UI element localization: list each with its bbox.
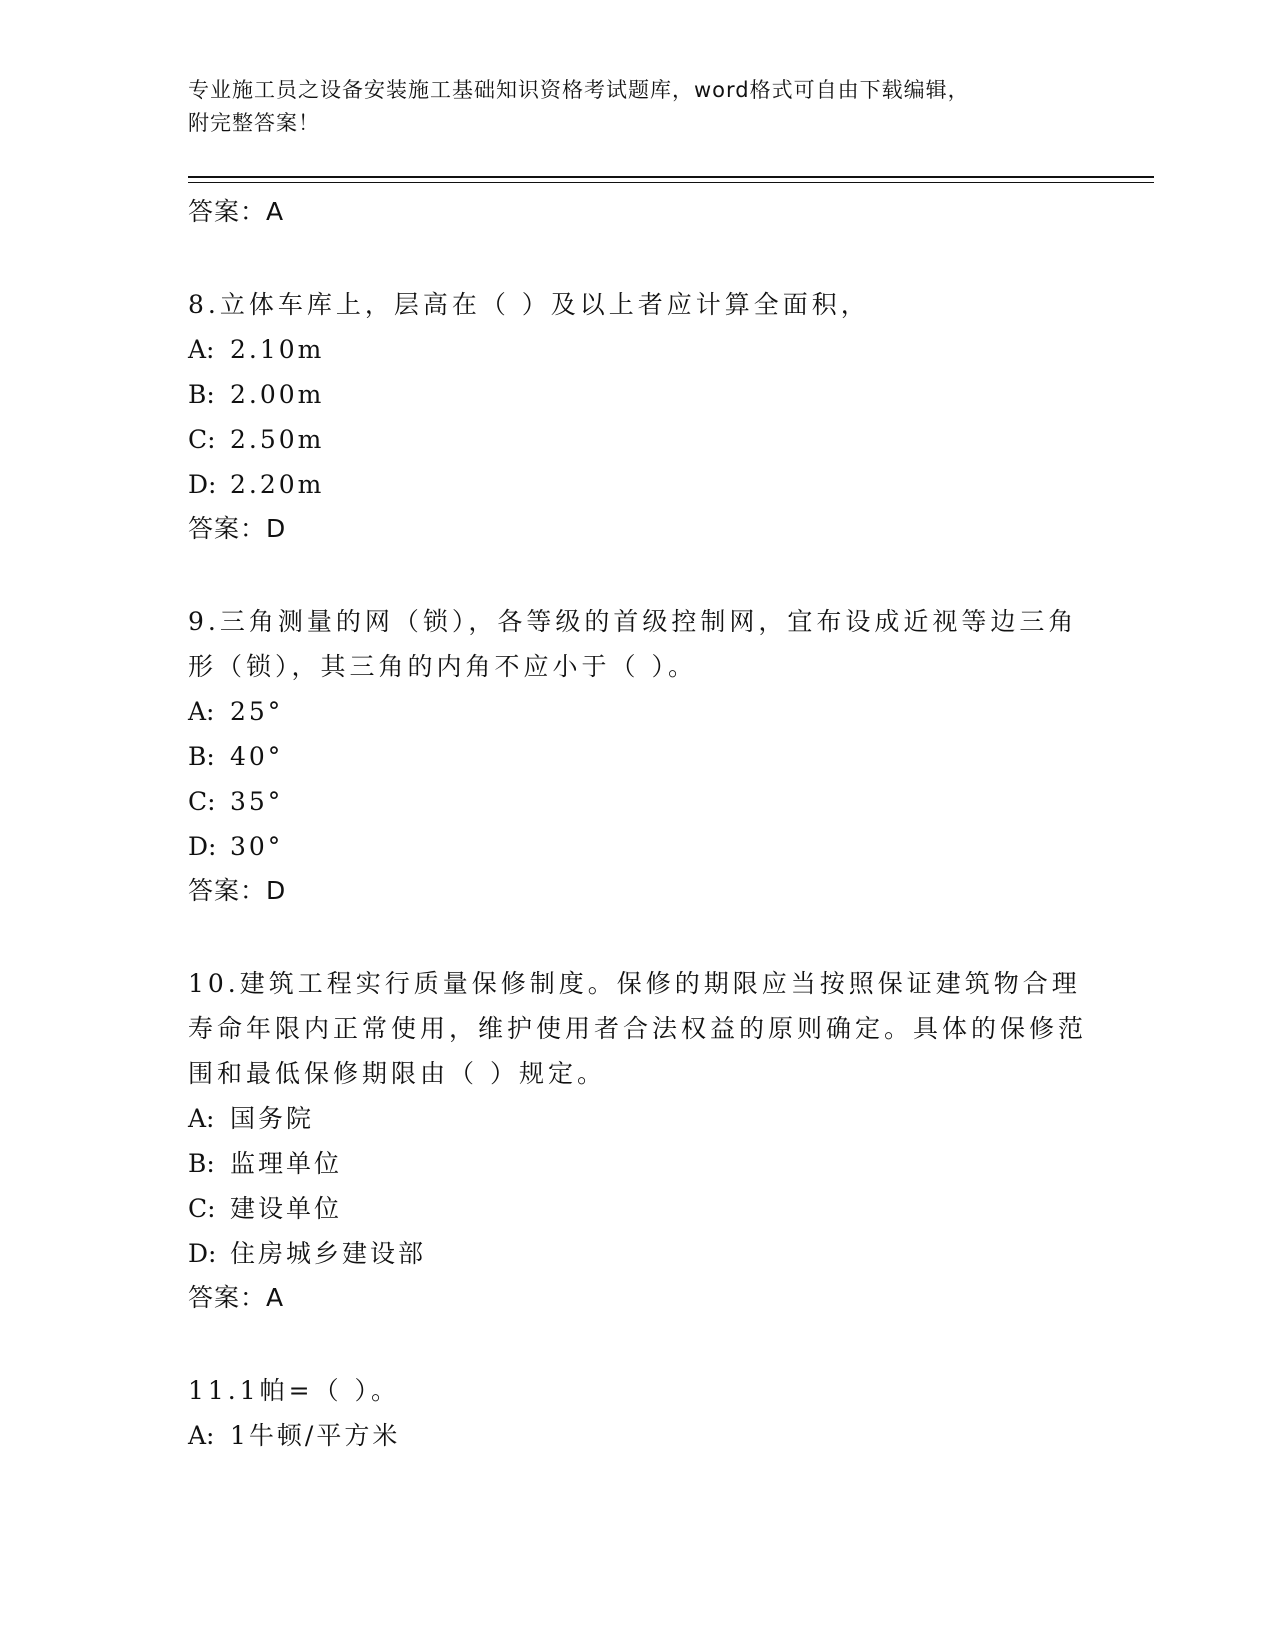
option-key: B: [188,742,215,771]
option-text: 1牛顿/平方米 [230,1421,401,1450]
option-a [188,1413,1088,1458]
option-key: D: [188,470,217,499]
answer-line: 答案：A [188,197,285,226]
option-d [188,824,1088,869]
option-a [188,1096,1088,1141]
option-text: 住房城乡建设部 [230,1239,427,1268]
option-key: A: [188,1421,215,1450]
option-a [188,327,1088,372]
option-key: A: [188,1104,215,1133]
document-header [188,74,1078,140]
option-c [188,779,1088,824]
option-key: B: [188,1149,215,1178]
header-line-2: 附完整答案！ [188,111,320,135]
question-list [188,190,1088,1458]
answer-line: 答案：D [188,876,287,905]
option-c [188,417,1088,462]
option-text: 国务院 [230,1104,315,1133]
option-text: 25° [230,697,284,726]
header-rule-thick [188,176,1154,178]
option-text: 2.20m [230,470,325,499]
option-a [188,689,1088,734]
option-key: C: [188,787,216,816]
header-rule-thin [188,182,1154,183]
option-d [188,462,1088,507]
option-key: C: [188,425,216,454]
option-b [188,1141,1088,1186]
option-key: A: [188,697,215,726]
question-text: 8.立体车库上，层高在（ ）及以上者应计算全面积， [188,290,870,319]
answer-line: 答案：D [188,514,287,543]
option-key: D: [188,1239,217,1268]
option-text: 30° [230,832,284,861]
option-key: A: [188,335,215,364]
option-b [188,734,1088,779]
answer-line: 答案：A [188,1283,285,1312]
question-text: 10.建筑工程实行质量保修制度。保修的期限应当按照保证建筑物合理寿命年限内正常使用，维护使用者合法权益的原则确定。具体的保修范围和最低保修期限由（ ）规定。 [188,969,1088,1088]
option-key: C: [188,1194,216,1223]
option-text: 35° [230,787,284,816]
option-key: D: [188,832,217,861]
option-d [188,1231,1088,1276]
option-key: B: [188,380,215,409]
option-text: 2.10m [230,335,325,364]
option-c [188,1186,1088,1231]
question-text: 9.三角测量的网（锁），各等级的首级控制网，宜布设成近视等边三角形（锁），其三角的内角不应小于（ ）。 [188,607,1078,681]
header-line-1: 专业施工员之设备安装施工基础知识资格考试题库，word格式可自由下载编辑， [188,78,970,102]
option-text: 40° [230,742,284,771]
option-text: 监理单位 [230,1149,343,1178]
question-text: 11.1帕=（ ）。 [188,1376,401,1405]
option-text: 建设单位 [230,1194,343,1223]
option-b [188,372,1088,417]
option-text: 2.00m [230,380,325,409]
option-text: 2.50m [230,425,325,454]
